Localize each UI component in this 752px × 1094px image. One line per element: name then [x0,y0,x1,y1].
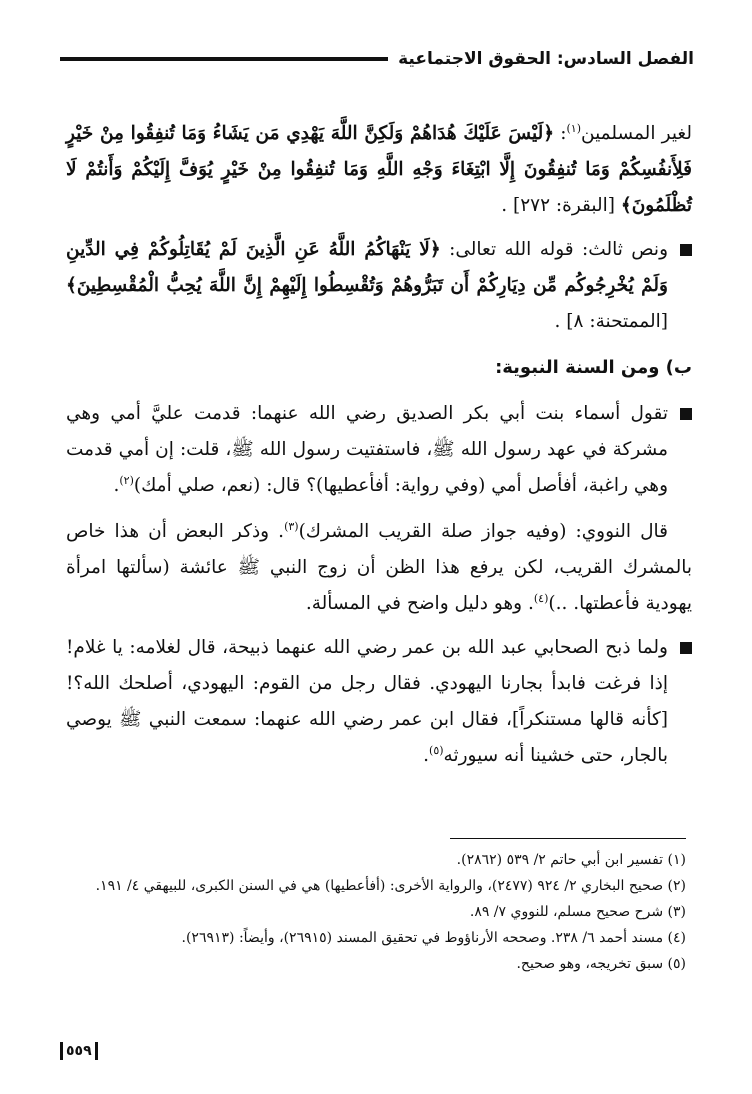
paragraph-text: ونص ثالث: قوله الله تعالى: [440,239,668,260]
section-subheading: ب) ومن السنة النبوية: [495,357,692,378]
paragraph-text: . [113,475,120,496]
page-number: ٥٥٩ [60,1042,98,1060]
paragraph-4 [66,514,692,622]
paragraph-text: . [423,745,430,766]
footnote-ref[interactable]: (١) [566,121,581,135]
main-text [66,116,692,784]
verse-reference: [البقرة: ٢٧٢] . [501,195,621,216]
paragraph-5 [66,630,668,774]
footnote-ref[interactable]: (٥) [429,743,444,757]
footnote-4: (٤) مسند أحمد ٦/ ٢٣٨. وصححه الأرناؤوط في تحقيق المسند (٢٦٩١٥)، وأيضاً: (٢٦٩١٣). [181,930,686,946]
bullet-square-icon [680,408,692,420]
bullet-square-icon [680,642,692,654]
footnote-separator [450,838,686,839]
footnote-3: (٣) شرح صحيح مسلم، للنووي ٧/ ٨٩. [469,904,686,920]
footnote-ref[interactable]: (٤) [533,591,549,605]
paragraph-3 [66,396,668,504]
paragraph-text: لغير المسلمين [581,123,692,144]
bullet-square-icon [680,244,692,256]
quran-verse: ﴿لَا يَنْهَاكُمُ اللَّهُ عَنِ الَّذِينَ لَمْ يُقَاتِلُوكُمْ فِي الدِّينِ وَلَمْ يُخْرِجُوكُم مِّن دِيَارِكُمْ أَن تَبَرُّوهُمْ وَتُقْسِطُوا إِلَيْهِمْ إِنَّ اللَّهَ يُحِبُّ الْمُقْسِطِينَ﴾ [66,239,668,296]
footnote-1: (١) تفسير ابن أبي حاتم ٢/ ٥٣٩ (٢٨٦٢). [456,852,686,868]
footnote-5: (٥) سبق تخريجه، وهو صحيح. [516,956,686,972]
bullet-paragraph-3 [66,396,692,504]
paragraph-text: قال النووي: (وفيه جواز صلة القريب المشرك) [298,521,668,542]
bullet-paragraph-5 [66,630,692,774]
footnote-ref[interactable]: (٣) [284,519,299,533]
quran-verse: ﴿لَيْسَ عَلَيْكَ هُدَاهُمْ وَلَكِنَّ اللَّهَ يَهْدِي مَن يَشَاءُ وَمَا تُنفِقُوا مِنْ خَيْرٍ فَلِأَنفُسِكُمْ وَمَا تُنفِقُونَ إِلَّا ابْتِغَاءَ وَجْهِ اللَّهِ وَمَا تُنفِقُوا مِنْ خَيْرٍ يُوَفَّ إِلَيْكُمْ وَأَنتُمْ لَا تُظْلَمُونَ﴾ [66,123,692,216]
header-rule [60,57,388,61]
paragraph-text: ولما ذبح الصحابي عبد الله بن عمر رضي الله عنهما ذبيحة، قال لغلامه: يا غلام! إذا فرغت فابدأ بجارنا اليهودي. فقال رجل من القوم: اليهودي، أصلحك الله؟! [كأنه قالها مستنكراً]، فقال ابن عمر رضي الله عنهما: سمعت النبي ﷺ يوصي بالجار، حتى خشينا أنه سيورثه [66,637,668,766]
footnote-2: (٢) صحيح البخاري ٢/ ٩٢٤ (٢٤٧٧)، والرواية الأخرى: (أفأعطيها) هي في السنن الكبرى، للبيهقي ٤/ ١٩١. [95,878,686,894]
footnote-ref[interactable]: (٢) [119,473,134,487]
chapter-title: الفصل السادس: الحقوق الاجتماعية [398,49,694,69]
paragraph-text: : [554,123,567,144]
verse-reference: [الممتحنة: ٨] . [554,311,668,332]
paragraph-text: تقول أسماء بنت أبي بكر الصديق رضي الله عنهما: قدمت عليَّ أمي وهي مشركة في عهد رسول الله ﷺ، فاستفتيت رسول الله ﷺ، قلت: إن أمي قدمت وهي راغبة، أفأصل أمي (وفي رواية: أفأعطيها)؟ قال: (نعم، صلي أمك) [66,403,668,496]
paragraph-text: . وهو دليل واضح في المسألة. [305,593,534,614]
bullet-paragraph-2 [66,232,692,340]
running-header [60,44,694,74]
paragraph-1 [66,116,692,224]
paragraph-2 [66,232,668,340]
footnotes [60,848,686,978]
paragraph-text: . وذكر البعض أن هذا خاص بالمشرك القريب، لكن يرفع هذا الظن أن زوج النبي ﷺ عائشة (سألتها امرأة يهودية فأعطتها. ..) [66,521,692,614]
